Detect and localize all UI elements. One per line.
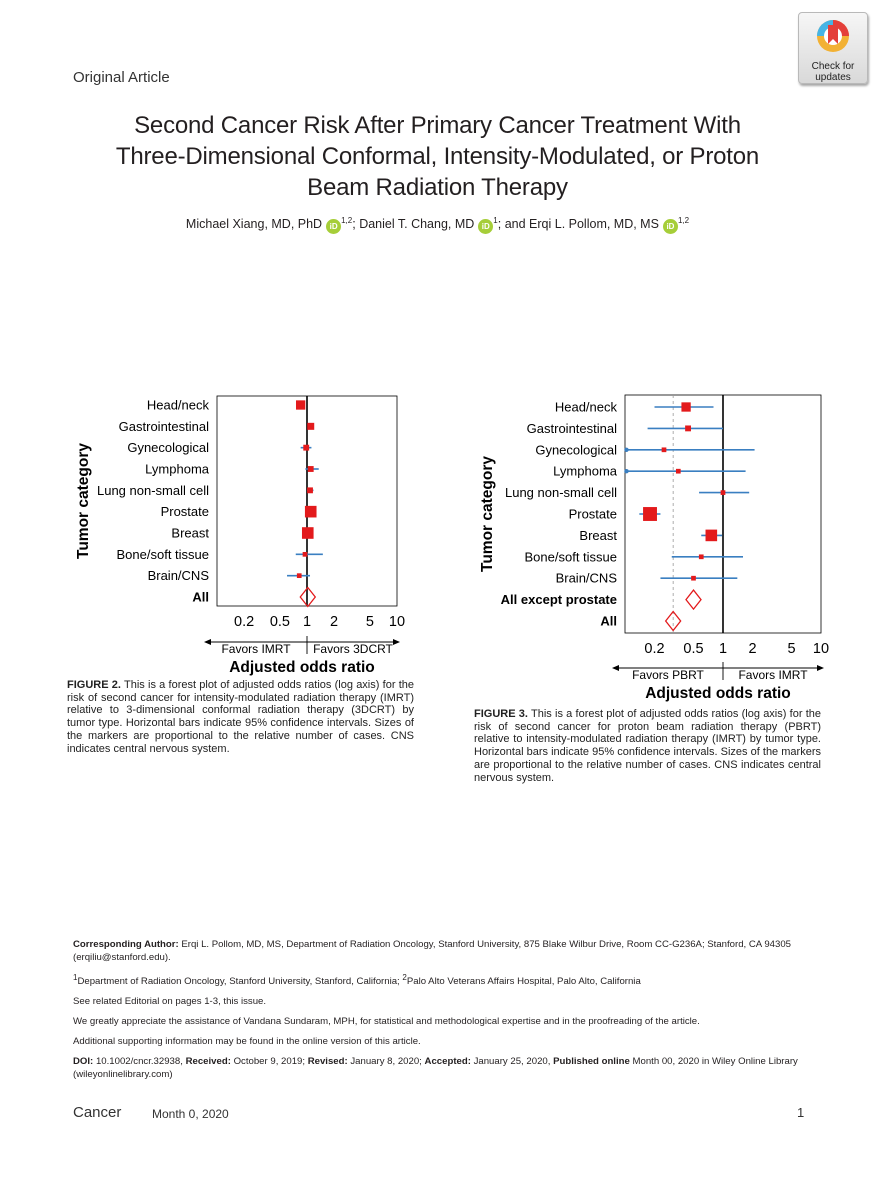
caption-label: FIGURE 3. <box>474 708 528 720</box>
row-label: Lymphoma <box>145 461 209 477</box>
acknowledgment: We greatly appreciate the assistance of Vandana Sundaram, MPH, for statistical and methodological expertise and in the proofreading of the article. <box>73 1016 700 1028</box>
favors-left-label: Favors IMRT <box>221 642 291 656</box>
summary-label: All <box>600 613 617 629</box>
accepted-label: Accepted: <box>424 1056 471 1068</box>
x-axis-title: Adjusted odds ratio <box>645 685 791 702</box>
ci-clipped-marker <box>624 469 628 473</box>
point-estimate-marker <box>691 576 696 581</box>
orcid-icon[interactable]: iD <box>478 219 493 234</box>
point-estimate-marker <box>303 552 308 557</box>
affiliation-2: Palo Alto Veterans Affairs Hospital, Palo Alto, California <box>406 976 641 988</box>
row-label: Prostate <box>160 504 209 520</box>
favors-arrow-left <box>204 639 211 645</box>
revised-label: Revised: <box>307 1056 348 1068</box>
point-estimate-marker <box>706 530 718 542</box>
point-estimate-marker <box>643 507 657 521</box>
affiliation-number: 1 <box>73 973 78 982</box>
affiliation-1: Department of Radiation Oncology, Stanford University, Stanford, California; <box>77 976 400 988</box>
article-title <box>60 110 815 203</box>
favors-left-label: Favors PBRT <box>632 668 704 682</box>
doi-link[interactable]: 10.1002/cncr.32938, <box>95 1056 183 1068</box>
badge-line-2: updates <box>815 72 851 83</box>
footer-date: Month 0, 2020 <box>152 1107 229 1121</box>
supporting-info: Additional supporting information may be found in the online version of this article. <box>73 1036 421 1048</box>
x-tick-label: 5 <box>365 614 374 630</box>
caption-text: This is a forest plot of adjusted odds ratios (log axis) for the risk of second cancer for intensity-modulated radiation therapy (IMRT) relative to 3-dimensional conformal radiation therapy (3DCRT) by tumor type. Horizontal bars indicate 95% confidence intervals. Sizes of the markers are proportional to the relative number of cases. CNS indicates central nervous system. <box>67 679 414 755</box>
title-line: Three-Dimensional Conformal, Intensity-Modulated, or Proton <box>115 143 760 170</box>
revised-date: January 8, 2020; <box>350 1056 422 1068</box>
author-affiliation: 1 <box>493 216 498 225</box>
row-label: Head/neck <box>554 399 617 415</box>
x-tick-label: 0.2 <box>234 614 255 630</box>
author-separator: ; and <box>497 217 526 232</box>
corresponding-author <box>73 938 813 964</box>
figure-2-forest-plot <box>70 390 415 676</box>
favors-arrow-right <box>393 639 400 645</box>
point-estimate-marker <box>721 490 726 495</box>
author-name: Daniel T. Chang, MD <box>359 217 475 232</box>
author-name: Erqi L. Pollom, MD, MS <box>529 217 659 232</box>
row-label: Gynecological <box>535 442 617 458</box>
ci-clipped-marker <box>624 448 628 452</box>
article-type: Original Article <box>73 69 170 86</box>
point-estimate-marker <box>662 447 667 452</box>
row-label: Breast <box>579 527 617 543</box>
orcid-icon[interactable]: iD <box>326 219 341 234</box>
point-estimate-marker <box>685 425 691 431</box>
badge-line-1: Check for <box>811 61 855 72</box>
x-tick-label: 10 <box>812 641 830 657</box>
row-label: Brain/CNS <box>147 568 209 584</box>
published-date: Month 00, 2020 in Wiley Online Library (wileyonlinelibrary.com) <box>73 1056 798 1081</box>
row-label: Lung non-small cell <box>96 482 209 498</box>
point-estimate-marker <box>307 487 313 493</box>
point-estimate-marker <box>699 554 704 559</box>
point-estimate-marker <box>302 527 314 539</box>
x-tick-label: 0.5 <box>269 614 290 630</box>
summary-diamond <box>686 590 701 609</box>
row-label: Brain/CNS <box>555 570 617 586</box>
favors-right-label: Favors IMRT <box>738 668 808 682</box>
favors-right-label: Favors 3DCRT <box>313 642 393 656</box>
footer-journal: Cancer <box>73 1104 122 1121</box>
figure-3-caption <box>474 708 821 784</box>
corresponding-text: Erqi L. Pollom, MD, MS, Department of Radiation Oncology, Stanford University, 875 Blake Wilbur Drive, Room CC-G236A; Stanford, CA 94305 (erqiliu@stanford.edu). <box>73 939 792 963</box>
x-tick-label: 1 <box>302 614 312 630</box>
point-estimate-marker <box>308 466 314 472</box>
x-axis-title: Adjusted odds ratio <box>229 659 375 676</box>
figure-2-caption <box>67 679 414 755</box>
row-label: Lung non-small cell <box>504 485 617 501</box>
point-estimate-marker <box>305 506 317 518</box>
author-affiliation: 1,2 <box>341 216 353 225</box>
row-label: Gastrointestinal <box>526 420 617 436</box>
x-tick-label: 1 <box>718 641 728 657</box>
orcid-icon[interactable]: iD <box>663 219 678 234</box>
affiliations <box>73 971 813 988</box>
author-list <box>0 216 875 234</box>
author-affiliation: 1,2 <box>677 216 690 225</box>
title-line: Beam Radiation Therapy <box>307 174 568 201</box>
x-tick-label: 2 <box>330 614 339 630</box>
affiliation-number: 2 <box>402 973 407 982</box>
crossmark-icon <box>815 18 851 56</box>
x-tick-label: 5 <box>787 641 796 657</box>
point-estimate-marker <box>303 445 309 451</box>
accepted-date: January 25, 2020, <box>473 1056 551 1068</box>
x-tick-label: 0.5 <box>683 641 704 657</box>
summary-diamond <box>666 612 681 631</box>
caption-text: This is a forest plot of adjusted odds ratios (log axis) for the risk of second cancer for proton beam radiation therapy (PBRT) relative to intensity-modulated radiation therapy (IMRT) by tumor type. Horizontal bars indicate 95% confidence intervals. Sizes of the markers are proportional to the relative number of cases. CNS indicates central nervous system. <box>474 708 821 784</box>
y-axis-title: Tumor category <box>75 443 92 559</box>
favors-arrow-left <box>612 665 619 671</box>
row-label: Bone/soft tissue <box>116 546 209 562</box>
footnotes <box>73 938 813 1088</box>
page-number: 1 <box>797 1105 805 1120</box>
row-label: Prostate <box>568 506 617 522</box>
x-tick-label: 0.2 <box>644 641 665 657</box>
point-estimate-marker <box>296 400 305 409</box>
x-tick-label: 2 <box>748 641 757 657</box>
caption-label: FIGURE 2. <box>67 679 121 691</box>
summary-label: All except prostate <box>500 592 617 608</box>
point-estimate-marker <box>307 423 314 430</box>
point-estimate-marker <box>676 469 681 474</box>
author-name: Michael Xiang, MD, PhD <box>185 217 323 232</box>
publication-history <box>73 1055 813 1081</box>
received-label: Received: <box>185 1056 231 1068</box>
row-label: Lymphoma <box>553 463 617 479</box>
y-axis-title: Tumor category <box>479 456 496 572</box>
row-label: Bone/soft tissue <box>524 549 617 565</box>
editorial-note: See related Editorial on pages 1-3, this issue. <box>73 996 267 1008</box>
x-tick-label: 10 <box>388 614 406 630</box>
corresponding-label: Corresponding Author: <box>73 939 179 950</box>
row-label: Gynecological <box>127 440 209 456</box>
published-label: Published online <box>553 1056 630 1068</box>
point-estimate-marker <box>297 573 302 578</box>
row-label: Head/neck <box>146 397 209 413</box>
author-separator: ; <box>352 217 356 232</box>
row-label: Breast <box>171 525 209 541</box>
figure-3-forest-plot <box>475 393 830 702</box>
favors-arrow-right <box>817 665 824 671</box>
check-for-updates-badge[interactable] <box>798 12 868 84</box>
doi-label: DOI: <box>73 1056 94 1068</box>
row-label: Gastrointestinal <box>118 418 209 434</box>
summary-label: All <box>192 589 209 605</box>
title-line: Second Cancer Risk After Primary Cancer Treatment With <box>134 112 741 139</box>
received-date: October 9, 2019; <box>233 1056 306 1068</box>
point-estimate-marker <box>681 402 690 411</box>
